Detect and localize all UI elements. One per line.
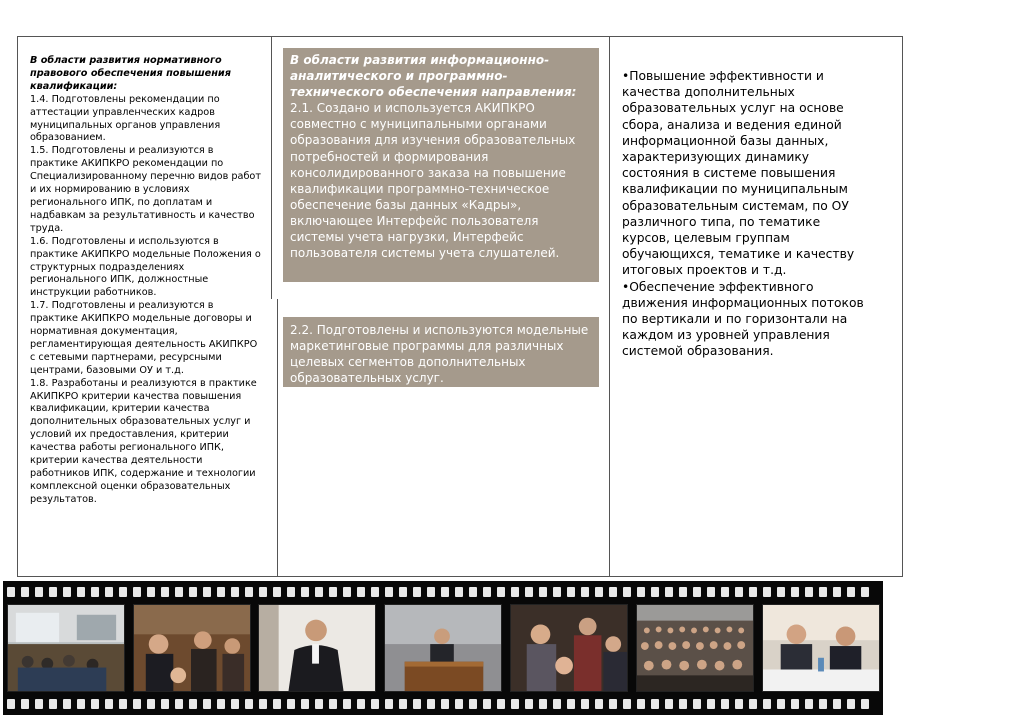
film-perforations-bottom <box>7 699 881 709</box>
film-hole <box>203 587 211 597</box>
film-hole <box>777 699 785 709</box>
film-hole <box>735 587 743 597</box>
classroom-photo <box>7 604 125 692</box>
film-hole <box>469 699 477 709</box>
film-hole <box>553 587 561 597</box>
film-hole <box>105 587 113 597</box>
film-hole <box>749 587 757 597</box>
photo-film-strip <box>3 581 883 715</box>
info-support-heading: В области развития информационно-аналитического и программно-технического обеспечения направления: <box>290 53 577 100</box>
film-hole <box>77 587 85 597</box>
film-hole <box>315 587 323 597</box>
film-hole <box>511 699 519 709</box>
film-hole <box>707 587 715 597</box>
film-hole <box>791 699 799 709</box>
film-hole <box>539 699 547 709</box>
film-hole <box>693 699 701 709</box>
info-support-box <box>283 48 599 282</box>
film-hole <box>35 699 43 709</box>
list-item: 1.4. Подготовлены рекомендации по аттестации управленческих кадров муниципальных органов управления образованием. <box>30 93 221 144</box>
film-hole <box>343 699 351 709</box>
film-hole <box>427 699 435 709</box>
film-hole <box>91 699 99 709</box>
list-item: 1.6. Подготовлены и используются в практике АКИПКРО модельные Положения о структурных подразделениях регионального ИПК, должностные инструкции работников. <box>30 235 261 299</box>
list-item: 1.7. Подготовлены и реализуются в практике АКИПКРО модельные договоры и нормативная документация, регламентирующая деятельность АКИПКРО с сетевыми партнерами, ресурсными центрами, базовыми ОУ и т.д. <box>30 300 258 376</box>
film-hole <box>483 699 491 709</box>
film-hole <box>91 587 99 597</box>
film-hole <box>567 699 575 709</box>
auditorium-photo <box>636 604 754 692</box>
film-hole <box>609 587 617 597</box>
content-table <box>17 36 903 577</box>
film-hole <box>707 699 715 709</box>
film-hole <box>231 699 239 709</box>
film-hole <box>427 587 435 597</box>
film-hole <box>595 699 603 709</box>
film-hole <box>609 699 617 709</box>
film-hole <box>623 699 631 709</box>
film-hole <box>763 587 771 597</box>
film-hole <box>861 587 869 597</box>
film-hole <box>469 587 477 597</box>
film-hole <box>63 587 71 597</box>
film-hole <box>105 699 113 709</box>
film-hole <box>35 587 43 597</box>
film-hole <box>189 699 197 709</box>
film-hole <box>525 699 533 709</box>
film-hole <box>301 699 309 709</box>
film-hole <box>805 699 813 709</box>
film-hole <box>301 587 309 597</box>
film-hole <box>399 587 407 597</box>
film-hole <box>595 587 603 597</box>
film-hole <box>581 587 589 597</box>
film-hole <box>819 699 827 709</box>
film-hole <box>21 699 29 709</box>
audience-photo <box>133 604 251 692</box>
film-hole <box>175 699 183 709</box>
lectern-photo <box>384 604 502 692</box>
film-hole <box>833 699 841 709</box>
film-hole <box>805 587 813 597</box>
film-hole <box>63 699 71 709</box>
film-hole <box>763 699 771 709</box>
film-hole <box>147 587 155 597</box>
film-hole <box>21 587 29 597</box>
film-hole <box>273 699 281 709</box>
film-hole <box>679 587 687 597</box>
film-hole <box>245 587 253 597</box>
film-hole <box>721 699 729 709</box>
film-hole <box>385 699 393 709</box>
film-hole <box>147 699 155 709</box>
film-hole <box>623 587 631 597</box>
legal-support-heading: В области развития нормативного правового обеспечения повышения квалификации: <box>30 55 231 92</box>
film-hole <box>511 587 519 597</box>
film-hole <box>749 699 757 709</box>
film-hole <box>525 587 533 597</box>
film-hole <box>161 699 169 709</box>
film-hole <box>133 699 141 709</box>
film-hole <box>245 699 253 709</box>
film-hole <box>651 587 659 597</box>
film-hole <box>413 699 421 709</box>
film-hole <box>119 699 127 709</box>
film-hole <box>483 587 491 597</box>
marketing-box <box>283 317 599 387</box>
film-hole <box>497 587 505 597</box>
film-hole <box>217 699 225 709</box>
film-hole <box>567 587 575 597</box>
film-hole <box>721 587 729 597</box>
outcome-bullet: •Повышение эффективности и качества дополнительных образовательных услуг на основе сбора, анализа и ведения единой информационной базы данных, характеризующих динамику состояния в системе повышения квалификации по муниципальным образовательным системам, по ОУ различного типа, по тематике курсов, целевым группам обучающихся, тематике и качеству итоговых проектов и т.д. <box>622 69 855 278</box>
film-hole <box>217 587 225 597</box>
film-hole <box>791 587 799 597</box>
film-perforations-top <box>7 587 881 597</box>
film-hole <box>231 587 239 597</box>
film-hole <box>7 699 15 709</box>
film-hole <box>441 587 449 597</box>
film-hole <box>287 587 295 597</box>
film-hole <box>539 587 547 597</box>
film-hole <box>693 587 701 597</box>
film-hole <box>315 699 323 709</box>
film-hole <box>371 699 379 709</box>
column-divider <box>277 299 278 577</box>
film-hole <box>189 587 197 597</box>
film-hole <box>847 587 855 597</box>
list-item: 1.8. Разработаны и реализуются в практике АКИПКРО критерии качества повышения квалификации, критерии качества дополнительных образовательных услуг и условий их предоставления, критерии качества работы регионального ИПК, критерии качества деятельности работников ИПК, содержание и технологии комплексной оценки образовательных результатов. <box>30 377 257 505</box>
list-item: 1.5. Подготовлены и реализуются в практике АКИПКРО рекомендации по Специализированному перечню видов работ и их нормированию в условиях регионального ИПК, по доплатам и надбавкам за результативность и качество труда. <box>30 145 262 234</box>
film-hole <box>49 587 57 597</box>
film-hole <box>455 699 463 709</box>
film-hole <box>455 587 463 597</box>
film-hole <box>357 699 365 709</box>
film-hole <box>77 699 85 709</box>
participants-photo <box>510 604 628 692</box>
film-hole <box>665 699 673 709</box>
film-hole <box>777 587 785 597</box>
film-hole <box>161 587 169 597</box>
film-hole <box>49 699 57 709</box>
film-hole <box>413 587 421 597</box>
info-support-item: 2.1. Создано и используется АКИПКРО совместно с муниципальными органами образования для изучения образовательных потребностей и формирования консолидированного заказа на повышение квалификации программно-техническое обеспечение базы данных «Кадры», включающее Интерфейс пользователя системы учета нагрузки, Интерфейс пользователя системы учета слушателей. <box>290 101 576 261</box>
film-hole <box>371 587 379 597</box>
film-hole <box>819 587 827 597</box>
film-hole <box>343 587 351 597</box>
film-hole <box>133 587 141 597</box>
film-hole <box>119 587 127 597</box>
outcomes-column <box>622 68 872 360</box>
film-hole <box>665 587 673 597</box>
film-hole <box>679 699 687 709</box>
marketing-item: 2.2. Подготовлены и используются модельные маркетинговые программы для различных целевых сегментов дополнительных образовательных услуг. <box>290 323 589 386</box>
legal-support-column <box>30 55 264 507</box>
presidium-photo <box>762 604 880 692</box>
film-hole <box>7 587 15 597</box>
film-hole <box>385 587 393 597</box>
film-hole <box>637 699 645 709</box>
column-divider <box>271 37 272 299</box>
film-hole <box>497 699 505 709</box>
film-hole <box>861 699 869 709</box>
film-hole <box>273 587 281 597</box>
speaker-photo <box>258 604 376 692</box>
film-hole <box>203 699 211 709</box>
film-hole <box>637 587 645 597</box>
film-hole <box>735 699 743 709</box>
film-hole <box>847 699 855 709</box>
column-divider <box>609 37 610 577</box>
film-hole <box>553 699 561 709</box>
film-hole <box>287 699 295 709</box>
film-hole <box>441 699 449 709</box>
film-hole <box>651 699 659 709</box>
film-hole <box>833 587 841 597</box>
film-hole <box>329 699 337 709</box>
film-hole <box>259 587 267 597</box>
film-hole <box>259 699 267 709</box>
film-hole <box>329 587 337 597</box>
film-hole <box>357 587 365 597</box>
film-hole <box>175 587 183 597</box>
film-hole <box>399 699 407 709</box>
film-hole <box>581 699 589 709</box>
outcome-bullet: •Обеспечение эффективного движения информационных потоков по вертикали и по горизонтали на каждом из уровней управления системой образования. <box>622 279 864 359</box>
